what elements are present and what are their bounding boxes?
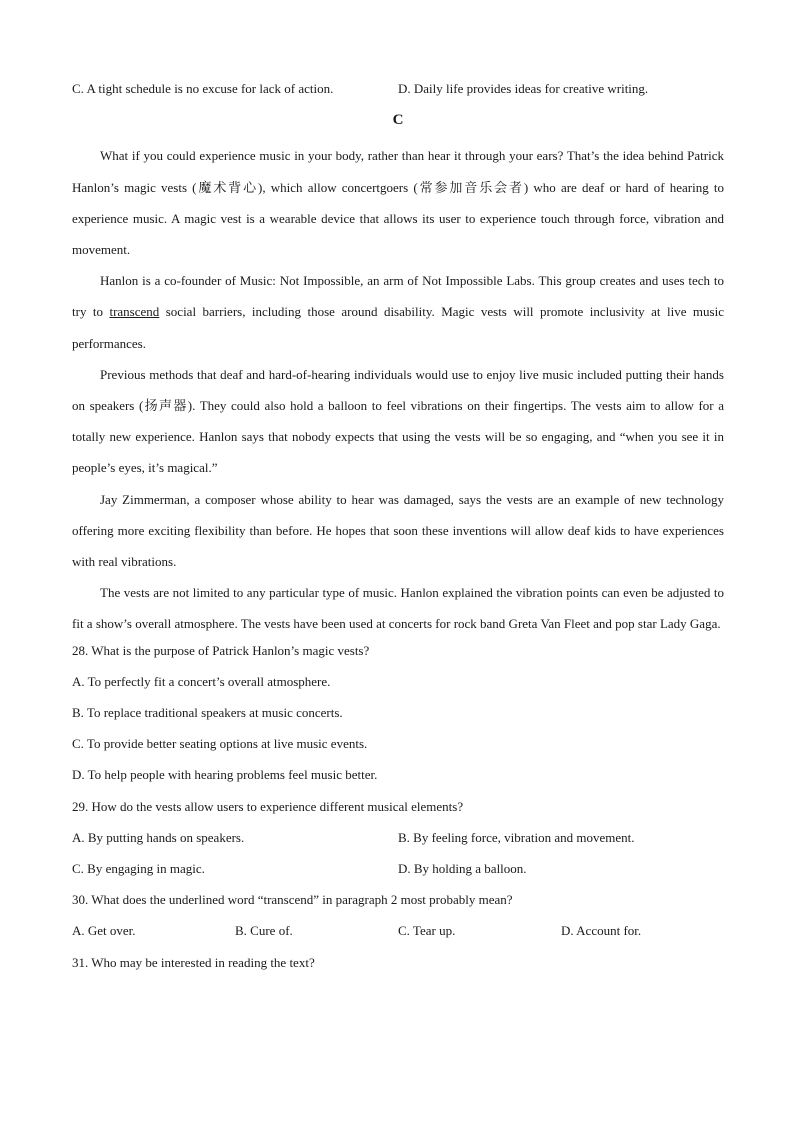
question-29-option-b[interactable]: B. By feeling force, vibration and movement. (398, 829, 635, 845)
question-29-option-a[interactable]: A. By putting hands on speakers. (72, 829, 245, 845)
question-30-stem: 30. What does the underlined word “transcend” in paragraph 2 most probably mean? (72, 892, 513, 908)
question-30-options (72, 920, 724, 951)
paragraph-2-text-before: Hanlon is a co-founder of Music: Not Impossible, an arm of Not Impossible Labs. This group creates and uses tech to try to (72, 273, 724, 320)
question-28-option-c[interactable]: C. To provide better seating options at live music events. (72, 736, 368, 752)
question-29-options-row-2 (72, 858, 724, 889)
question-30-option-d[interactable]: D. Account for. (561, 923, 642, 939)
question-29-option-c[interactable]: C. By engaging in magic. (72, 860, 205, 876)
paragraph-5: The vests are not limited to any particular type of music. Hanlon explained the vibration points can even be adjusted to fit a show’s overall atmosphere. The vests have been used at concerts for rock band Greta Van Fleet and pop star Lady Gaga. (72, 585, 724, 632)
question-29-stem: 29. How do the vests allow users to experience different musical elements? (72, 798, 464, 814)
question-28-option-d[interactable]: D. To help people with hearing problems feel music better. (72, 767, 378, 783)
question-29-options-row-1 (72, 827, 724, 858)
option-c[interactable]: C. A tight schedule is no excuse for lack of action. (72, 81, 334, 96)
paragraph-1: What if you could experience music in your body, rather than hear it through your ears? That’s the idea behind Patrick Hanlon’s magic vests (魔术背心), which allow concertgoers (常参加音乐会者) who are deaf or hard of hearing to experience music. A magic vest is a wearable device that allows its user to experience touch through force, vibration and movement. (72, 148, 724, 257)
paragraph-2-text-after: social barriers, including those around disability. Magic vests will promote inclusivity at live music performances. (72, 304, 724, 351)
paragraph-4: Jay Zimmerman, a composer whose ability to hear was damaged, says the vests are an example of new technology offering more exciting flexibility than before. He hopes that soon these inventions will allow deaf kids to have experiences with real vibrations. (72, 491, 724, 570)
question-28-option-b[interactable]: B. To replace traditional speakers at music concerts. (72, 705, 343, 720)
paragraph-3: Previous methods that deaf and hard-of-hearing individuals would use to enjoy live music included putting their hands on speakers (扬声器). They could also hold a balloon to feel vibrations on their fingertips. The vests aim to allow for a totally new experience. Hanlon says that nobody expects that using the vests will be so engaging, and “when you see it in people’s eyes, it’s magical.” (72, 366, 724, 476)
underlined-word-transcend: transcend (109, 304, 160, 320)
question-30-option-c[interactable]: C. Tear up. (398, 923, 456, 939)
question-30-option-a[interactable]: A. Get over. (72, 923, 136, 939)
question-30-option-b[interactable]: B. Cure of. (235, 923, 293, 939)
paragraph-2 (72, 265, 724, 359)
option-d[interactable]: D. Daily life provides ideas for creative writing. (398, 81, 649, 96)
previous-question-options (72, 78, 724, 109)
section-title: C (392, 112, 404, 129)
question-28-stem: 28. What is the purpose of Patrick Hanlon’s magic vests? (72, 642, 370, 658)
question-28-option-a[interactable]: A. To perfectly fit a concert’s overall atmosphere. (72, 673, 331, 689)
exam-page (72, 78, 724, 983)
question-29-option-d[interactable]: D. By holding a balloon. (398, 860, 527, 876)
question-31-stem: 31. Who may be interested in reading the text? (72, 954, 315, 970)
